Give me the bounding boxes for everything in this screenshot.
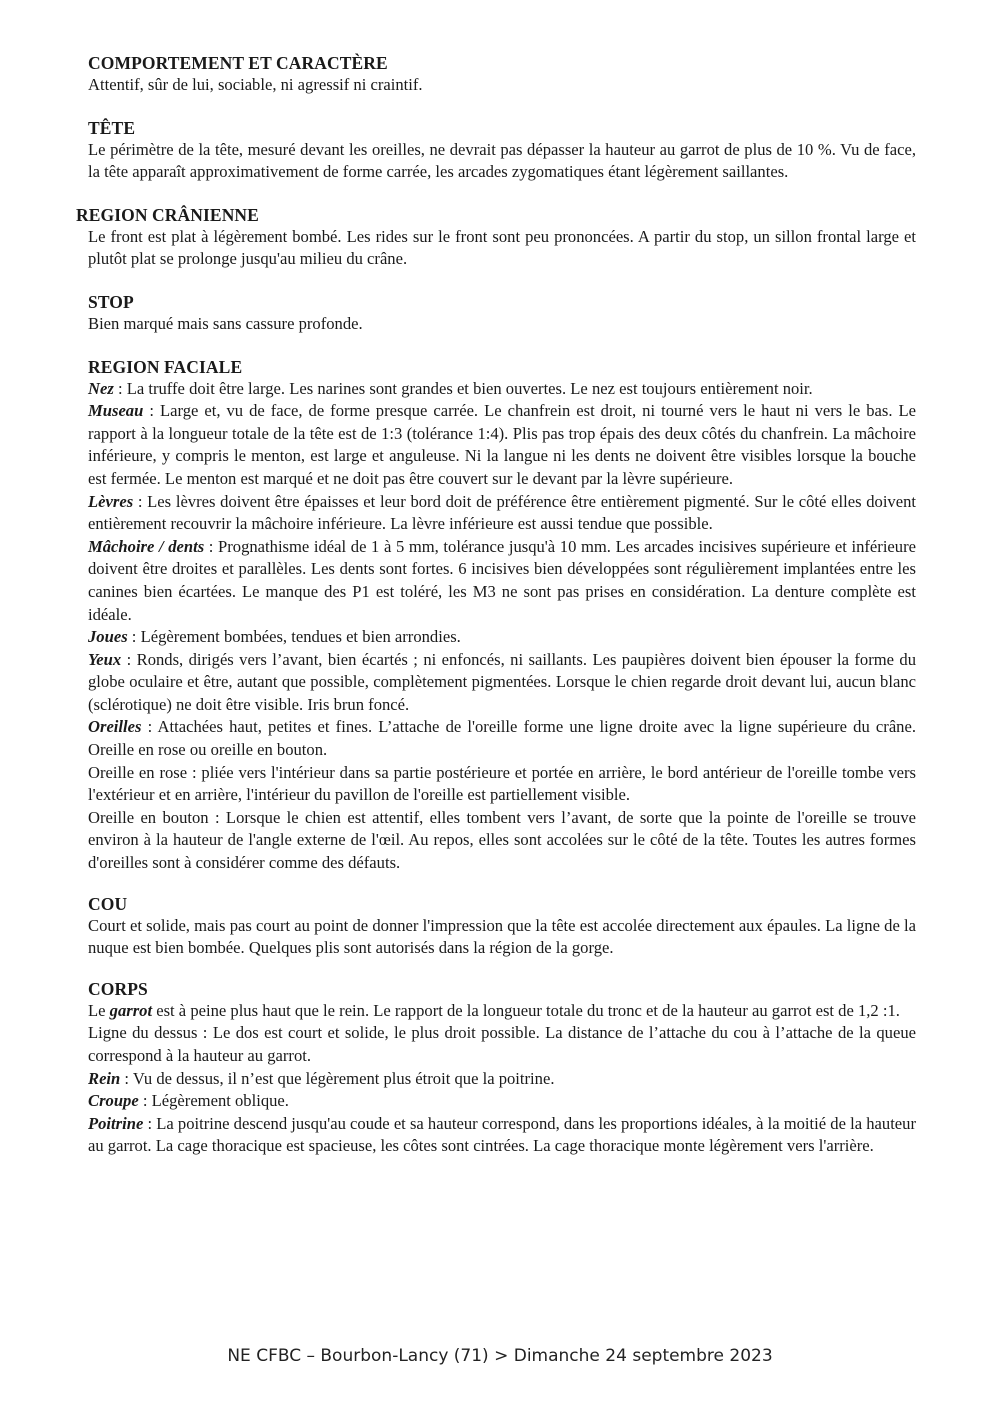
text-machoire: : Prognathisme idéal de 1 à 5 mm, tolérance jusqu'à 10 mm. Les arcades incisives supérieure et inférieure doivent être droites et parallèles. Les dents sont fortes. 6 incisives bien développées sont régulièrement implantées entre les canines bien écartées. Le manque des P1 est toléré, les M3 ne sont pas prises en considération. La denture complète est idéale.	[88, 536, 916, 624]
paragraph-garrot	[88, 1000, 916, 1023]
paragraph-oreille-rose: Oreille en rose : pliée vers l'intérieur dans sa partie postérieure et portée en arrière, le bord antérieur de l'oreille tombe vers l'extérieur et en arrière, l'intérieur du pavillon de l'oreille est partiellement visible.	[88, 762, 916, 805]
heading-corps: CORPS	[88, 978, 148, 999]
page-footer: NE CFBC – Bourbon-Lancy (71) > Dimanche 24 septembre 2023	[227, 1346, 773, 1366]
paragraph-machoire	[88, 536, 916, 626]
term-museau: Museau	[88, 401, 144, 421]
term-poitrine: Poitrine	[88, 1113, 144, 1133]
text-museau: : Large et, vu de face, de forme presque carrée. Le chanfrein est droit, ni tourné vers le haut ni vers le bas. Le rapport à la longueur totale de la tête est de 1:3 (tolérance 1:4). Plis pas trop épais des deux côtés du chanfrein. La mâchoire inférieure, y compris le menton, est large et anguleuse. Ni la langue ni les dents ne doivent être visibles lorsque la bouche est fermée. Le menton est marqué et ne doit pas être couvert sur le devant par la lèvre supérieure.	[88, 401, 916, 488]
term-oreilles: Oreilles	[88, 717, 142, 737]
text-levres: : Les lèvres doivent être épaisses et leur bord doit de préférence être entièrement pigmenté. Sur le côté elles doivent entièrement recouvrir la mâchoire inférieure. La lèvre inférieure est aussi tendue que possible.	[88, 491, 916, 534]
text-rein: : Vu de dessus, il n’est que légèrement plus étroit que la poitrine.	[120, 1068, 555, 1088]
term-nez: Nez	[88, 378, 114, 398]
section-stop	[88, 291, 916, 336]
section-comportement	[88, 52, 916, 97]
paragraph-oreille-bouton: Oreille en bouton : Lorsque le chien est attentif, elles tombent vers l’avant, de sorte que la pointe de l'oreille se trouve environ à la hauteur de l'angle externe de l'œil. Au repos, elles sont accolées sur le côté de la tête. Toutes les autres formes d'oreilles sont à considérer comme des défauts.	[88, 807, 916, 873]
text-oreilles: : Attachées haut, petites et fines. L’attache de l'oreille forme une ligne droite avec la ligne supérieure du crâne. Oreille en rose ou oreille en bouton.	[88, 717, 916, 760]
section-region-faciale	[88, 356, 916, 875]
term-machoire: Mâchoire / dents	[88, 536, 205, 556]
paragraph-museau	[88, 400, 916, 490]
text-yeux: : Ronds, dirigés vers l’avant, bien écartés ; ni enfoncés, ni saillants. Les paupières doivent bien épouser la forme du globe oculaire et être, autant que possible, complètement pigmentées. Lorsque le chien regarde droit devant lui, aucun blanc (sclérotique) ne doit être visible. Iris brun foncé.	[88, 649, 916, 714]
paragraph-yeux	[88, 649, 916, 717]
text-joues: : Légèrement bombées, tendues et bien arrondies.	[127, 627, 461, 647]
section-tete	[88, 117, 916, 184]
section-cou	[88, 893, 916, 960]
paragraph-poitrine	[88, 1113, 916, 1158]
document-page	[76, 52, 916, 1178]
text-garrot-pre: Le	[88, 1000, 110, 1020]
paragraph-ligne-dessus: Ligne du dessus : Le dos est court et solide, le plus droit possible. La distance de l’attache du cou à l’attache de la queue correspond à la hauteur au garrot.	[88, 1023, 916, 1065]
heading-region-faciale: REGION FACIALE	[88, 356, 243, 377]
paragraph-nez	[88, 378, 916, 401]
text-poitrine: : La poitrine descend jusqu'au coude et sa hauteur correspond, dans les proportions idéales, à la moitié de la hauteur au garrot. La cage thoracique est spacieuse, les côtes sont cintrées. La cage thoracique monte légèrement vers l'arrière.	[88, 1113, 916, 1156]
heading-stop: STOP	[88, 291, 134, 312]
paragraph-comportement: Attentif, sûr de lui, sociable, ni agressif ni craintif.	[88, 75, 423, 94]
paragraph-stop: Bien marqué mais sans cassure profonde.	[88, 313, 363, 333]
paragraph-joues	[88, 626, 916, 649]
heading-region-cranienne: REGION CRÂNIENNE	[76, 204, 259, 225]
section-corps	[88, 978, 916, 1158]
term-rein: Rein	[88, 1068, 121, 1088]
term-garrot: garrot	[109, 1000, 153, 1020]
paragraph-tete: Le périmètre de la tête, mesuré devant les oreilles, ne devrait pas dépasser la hauteur au garrot de plus de 10 %. Vu de face, la tête apparaît approximativement de forme carrée, les arcades zygomatiques étant légèrement saillantes.	[88, 139, 916, 182]
text-garrot: est à peine plus haut que le rein. Le rapport de la longueur totale du tronc et de la hauteur au garrot est de 1,2 :1.	[152, 1000, 900, 1020]
term-croupe: Croupe	[88, 1091, 139, 1111]
paragraph-cou: Court et solide, mais pas court au point de donner l'impression que la tête est accolée directement aux épaules. La ligne de la nuque est bien bombée. Quelques plis sont autorisés dans la région de la gorge.	[88, 915, 916, 958]
heading-cou: COU	[88, 893, 128, 914]
heading-tete: TÊTE	[88, 117, 136, 138]
paragraph-croupe	[88, 1090, 916, 1113]
text-croupe: : Légèrement oblique.	[138, 1091, 289, 1111]
paragraph-rein	[88, 1068, 916, 1091]
section-region-cranienne	[76, 204, 916, 271]
term-levres: Lèvres	[88, 491, 134, 511]
paragraph-region-cranienne: Le front est plat à légèrement bombé. Les rides sur le front sont peu prononcées. A partir du stop, un sillon frontal large et plutôt plat se prolonge jusqu'au milieu du crâne.	[88, 226, 916, 269]
paragraph-oreilles	[88, 716, 916, 761]
heading-comportement: COMPORTEMENT ET CARACTÈRE	[88, 53, 388, 73]
term-yeux: Yeux	[88, 649, 122, 669]
paragraph-levres	[88, 491, 916, 536]
term-joues: Joues	[88, 627, 128, 647]
text-nez: : La truffe doit être large. Les narines sont grandes et bien ouvertes. Le nez est toujours entièrement noir.	[113, 378, 813, 398]
